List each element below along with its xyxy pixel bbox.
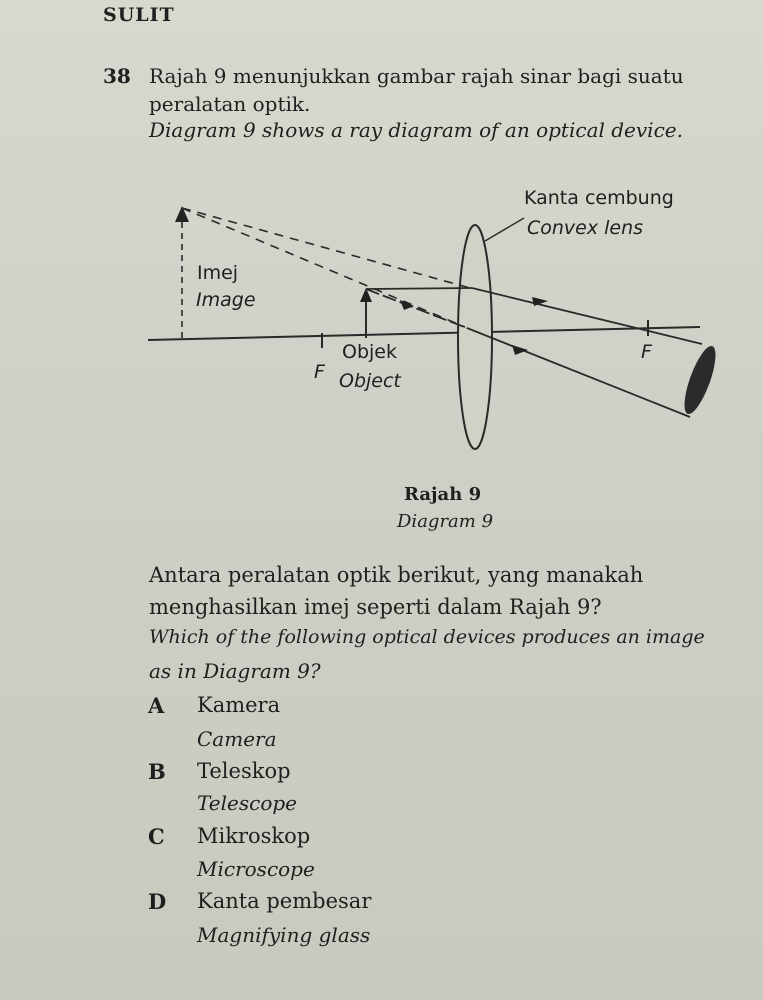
prompt-ms-line2: menghasilkan imej seperti dalam Rajah 9? (149, 595, 602, 619)
focal-label-left: F (314, 361, 325, 383)
option-b-label[interactable]: Teleskop (197, 759, 291, 783)
option-c-letter[interactable]: C (148, 824, 165, 849)
object-label-ms: Objek (342, 341, 397, 363)
ray-center-arrowhead (400, 300, 414, 310)
question-number: 38 (103, 64, 131, 88)
image-label-ms: Imej (197, 262, 239, 284)
lens-label-en: Convex lens (527, 217, 644, 239)
header-label: SULIT (103, 4, 175, 26)
option-a-translation: Camera (197, 727, 277, 751)
question-text-ms-line1: Rajah 9 menunjukkan gambar rajah sinar bagi suatu (149, 64, 684, 88)
option-b-translation: Telescope (197, 791, 297, 815)
option-d-translation: Magnifying glass (197, 923, 371, 947)
object-label-en: Object (339, 370, 401, 392)
option-b-letter[interactable]: B (148, 759, 166, 784)
eye-shape (678, 343, 721, 417)
diagram-caption-ms: Rajah 9 (404, 484, 482, 505)
refracted-ray-bottom (472, 330, 690, 417)
prompt-ms-line1: Antara peralatan optik berikut, yang manakah (149, 563, 644, 587)
option-c-translation: Microscope (197, 857, 315, 881)
option-a-letter[interactable]: A (148, 693, 165, 718)
ray-parallel (366, 288, 472, 289)
prompt-en-line2: as in Diagram 9? (149, 659, 321, 683)
refracted-ray-top (472, 288, 702, 344)
option-d-letter[interactable]: D (148, 889, 167, 914)
question-text-en: Diagram 9 shows a ray diagram of an optical device. (149, 118, 683, 142)
refracted-ray-bottom-arrowhead (512, 345, 528, 355)
prompt-en-line1: Which of the following optical devices produces an image (149, 626, 705, 648)
ray-through-center (366, 289, 472, 330)
option-a-label[interactable]: Kamera (197, 693, 281, 717)
diagram-caption-en: Diagram 9 (397, 511, 494, 532)
question-text-ms-line2: peralatan optik. (149, 92, 311, 116)
principal-axis (148, 327, 700, 340)
option-d-label[interactable]: Kanta pembesar (197, 889, 372, 913)
image-label-en: Image (196, 289, 256, 311)
option-c-label[interactable]: Mikroskop (197, 824, 311, 848)
convex-lens (458, 225, 492, 449)
focal-label-right: F (641, 341, 652, 363)
lens-label-ms: Kanta cembung (524, 187, 674, 209)
lens-label-pointer (485, 218, 524, 241)
ray-diagram (0, 0, 763, 480)
